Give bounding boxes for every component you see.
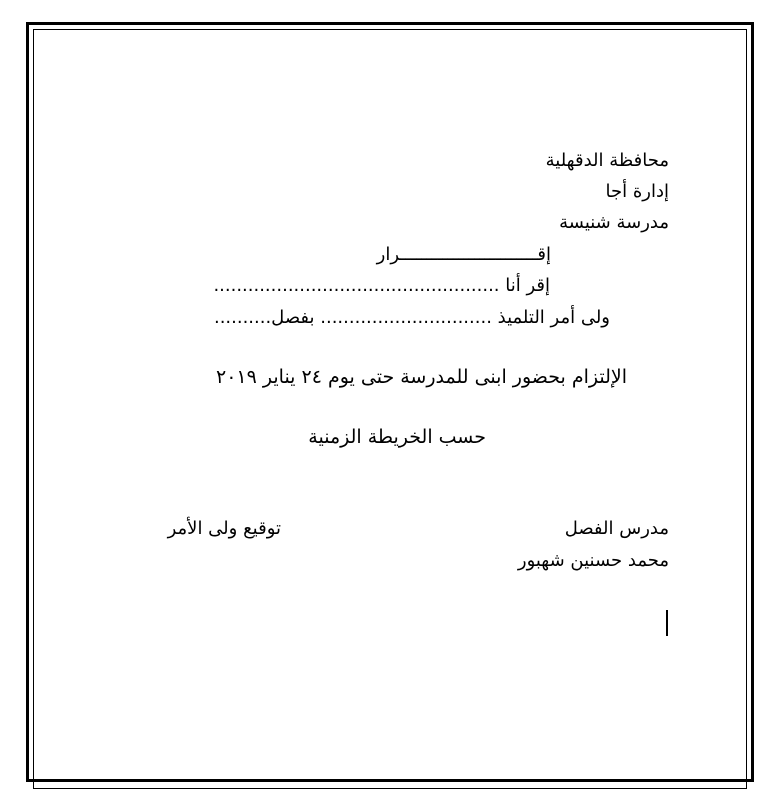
text-cursor[interactable] bbox=[666, 610, 668, 636]
guardian-signature-label: توقيع ولى الأمر bbox=[167, 518, 281, 539]
commitment-statement: الإلتزام بحضور ابنى للمدرسة حتى يوم ٢٤ يناير ٢٠١٩ bbox=[216, 366, 627, 388]
teacher-name: محمد حسنين شهبور bbox=[517, 550, 669, 571]
guardian-student-line: ولى أمر التلميذ .............................. بفصل.......... bbox=[213, 307, 610, 328]
timetable-statement: حسب الخريطة الزمنية bbox=[308, 426, 486, 448]
page-border-inner bbox=[33, 29, 747, 789]
school-line: مدرسة شنيسة bbox=[559, 212, 669, 233]
declarant-line: إقر أنا .................................................. bbox=[213, 275, 550, 296]
governorate-line: محافظة الدقهلية bbox=[545, 150, 669, 171]
administration-line: إدارة أجا bbox=[605, 181, 669, 202]
teacher-title: مدرس الفصل bbox=[564, 518, 669, 539]
document-title: إقــــــــــــــــــــــــــرار bbox=[376, 244, 551, 265]
